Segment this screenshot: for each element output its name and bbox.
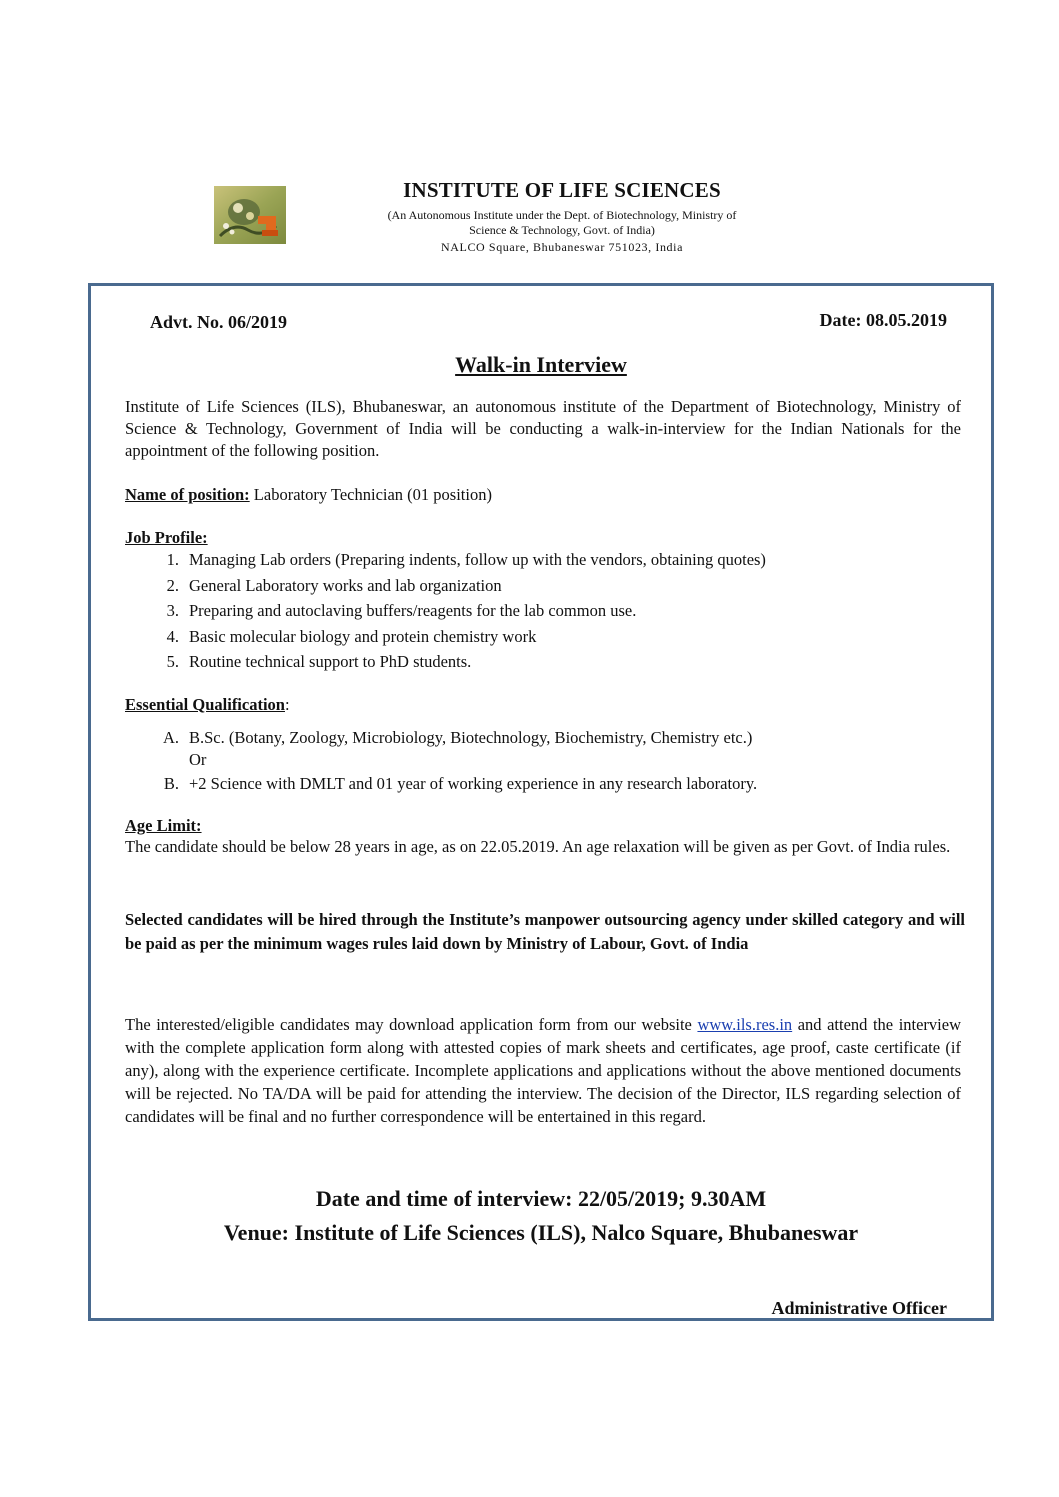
application-instructions: The interested/eligible candidates may download application form from our website www.ils.res.in and attend the interview with the complete application form along with attested copies of mark sheets and certificates, age proof, caste certificate (if any), along with the experience certificate. Incomplete applications and applications without the above mentioned documents will be rejected. No TA/DA will be paid for attending the interview. The decision of the Director, ILS regarding selection of candidates will be final and no further correspondence will be entertained in this regard.: [125, 1015, 962, 1126]
qualification-list: [147, 728, 947, 796]
institute-subtitle: [335, 208, 789, 238]
list-item: 3. Preparing and autoclaving buffers/reagents for the lab common use.: [166, 601, 637, 620]
job-profile-list: [147, 550, 947, 678]
position-label: Name of position:: [125, 485, 250, 504]
job-profile-heading: Job Profile:: [125, 528, 208, 547]
qualification-heading: Essential Qualification: [125, 695, 285, 714]
website-link[interactable]: www.ils.res.in: [697, 1015, 793, 1034]
age-limit-text: The candidate should be below 28 years in age, as on 22.05.2019. An age relaxation will be given as per Govt. of India rules.: [125, 837, 951, 856]
letterhead: [0, 178, 1059, 268]
qualification-colon: :: [284, 695, 290, 714]
institute-address: NALCO Square, Bhubaneswar 751023, India: [440, 240, 684, 254]
position-line: [125, 484, 961, 506]
qualification-or: Or: [189, 750, 207, 769]
list-item: 5. Routine technical support to PhD students.: [166, 652, 472, 671]
notice-frame: [88, 283, 994, 1321]
intro-paragraph: Institute of Life Sciences (ILS), Bhubaneswar, an autonomous institute of the Department of Biotechnology, Ministry of Science & Technology, Government of India will be conducting a walk-in-interview for the Indian Nationals for the appointment of the following position.: [125, 397, 961, 460]
signatory: Administrative Officer: [771, 1298, 947, 1318]
ils-logo-icon: [214, 186, 286, 244]
age-limit-heading: Age Limit:: [125, 816, 202, 835]
subtitle-line-2: Science & Technology, Govt. of India): [469, 223, 655, 237]
subtitle-line-1: (An Autonomous Institute under the Dept. of Biotechnology, Ministry of: [387, 208, 737, 222]
interview-datetime: Date and time of interview: 22/05/2019; 9.30AM: [315, 1186, 767, 1211]
list-item: A. B.Sc. (Botany, Zoology, Microbiology, Biotechnology, Biochemistry, Chemistry etc.): [162, 728, 753, 747]
list-item: 4. Basic molecular biology and protein chemistry work: [166, 626, 537, 646]
institute-title: INSTITUTE OF LIFE SCIENCES: [403, 178, 721, 202]
list-item: 2. General Laboratory works and lab organization: [166, 575, 502, 595]
list-item: B. +2 Science with DMLT and 01 year of working experience in any research laboratory.: [163, 774, 758, 793]
selection-notice: Selected candidates will be hired through the Institute’s manpower outsourcing agency under skilled category and will be paid as per the minimum wages rules laid down by Ministry of Labour, Govt. of India: [125, 910, 965, 953]
list-item: 1. Managing Lab orders (Preparing indents, follow up with the vendors, obtaining quotes): [166, 550, 766, 569]
interview-venue: Venue: Institute of Life Sciences (ILS), Nalco Square, Bhubaneswar: [223, 1220, 859, 1245]
advertisement-number: Advt. No. 06/2019: [150, 312, 288, 332]
notice-date: Date: 08.05.2019: [819, 310, 947, 330]
position-value: Laboratory Technician (01 position): [249, 485, 492, 504]
notice-heading: Walk-in Interview: [455, 352, 627, 377]
qualification-heading-line: [125, 695, 290, 715]
